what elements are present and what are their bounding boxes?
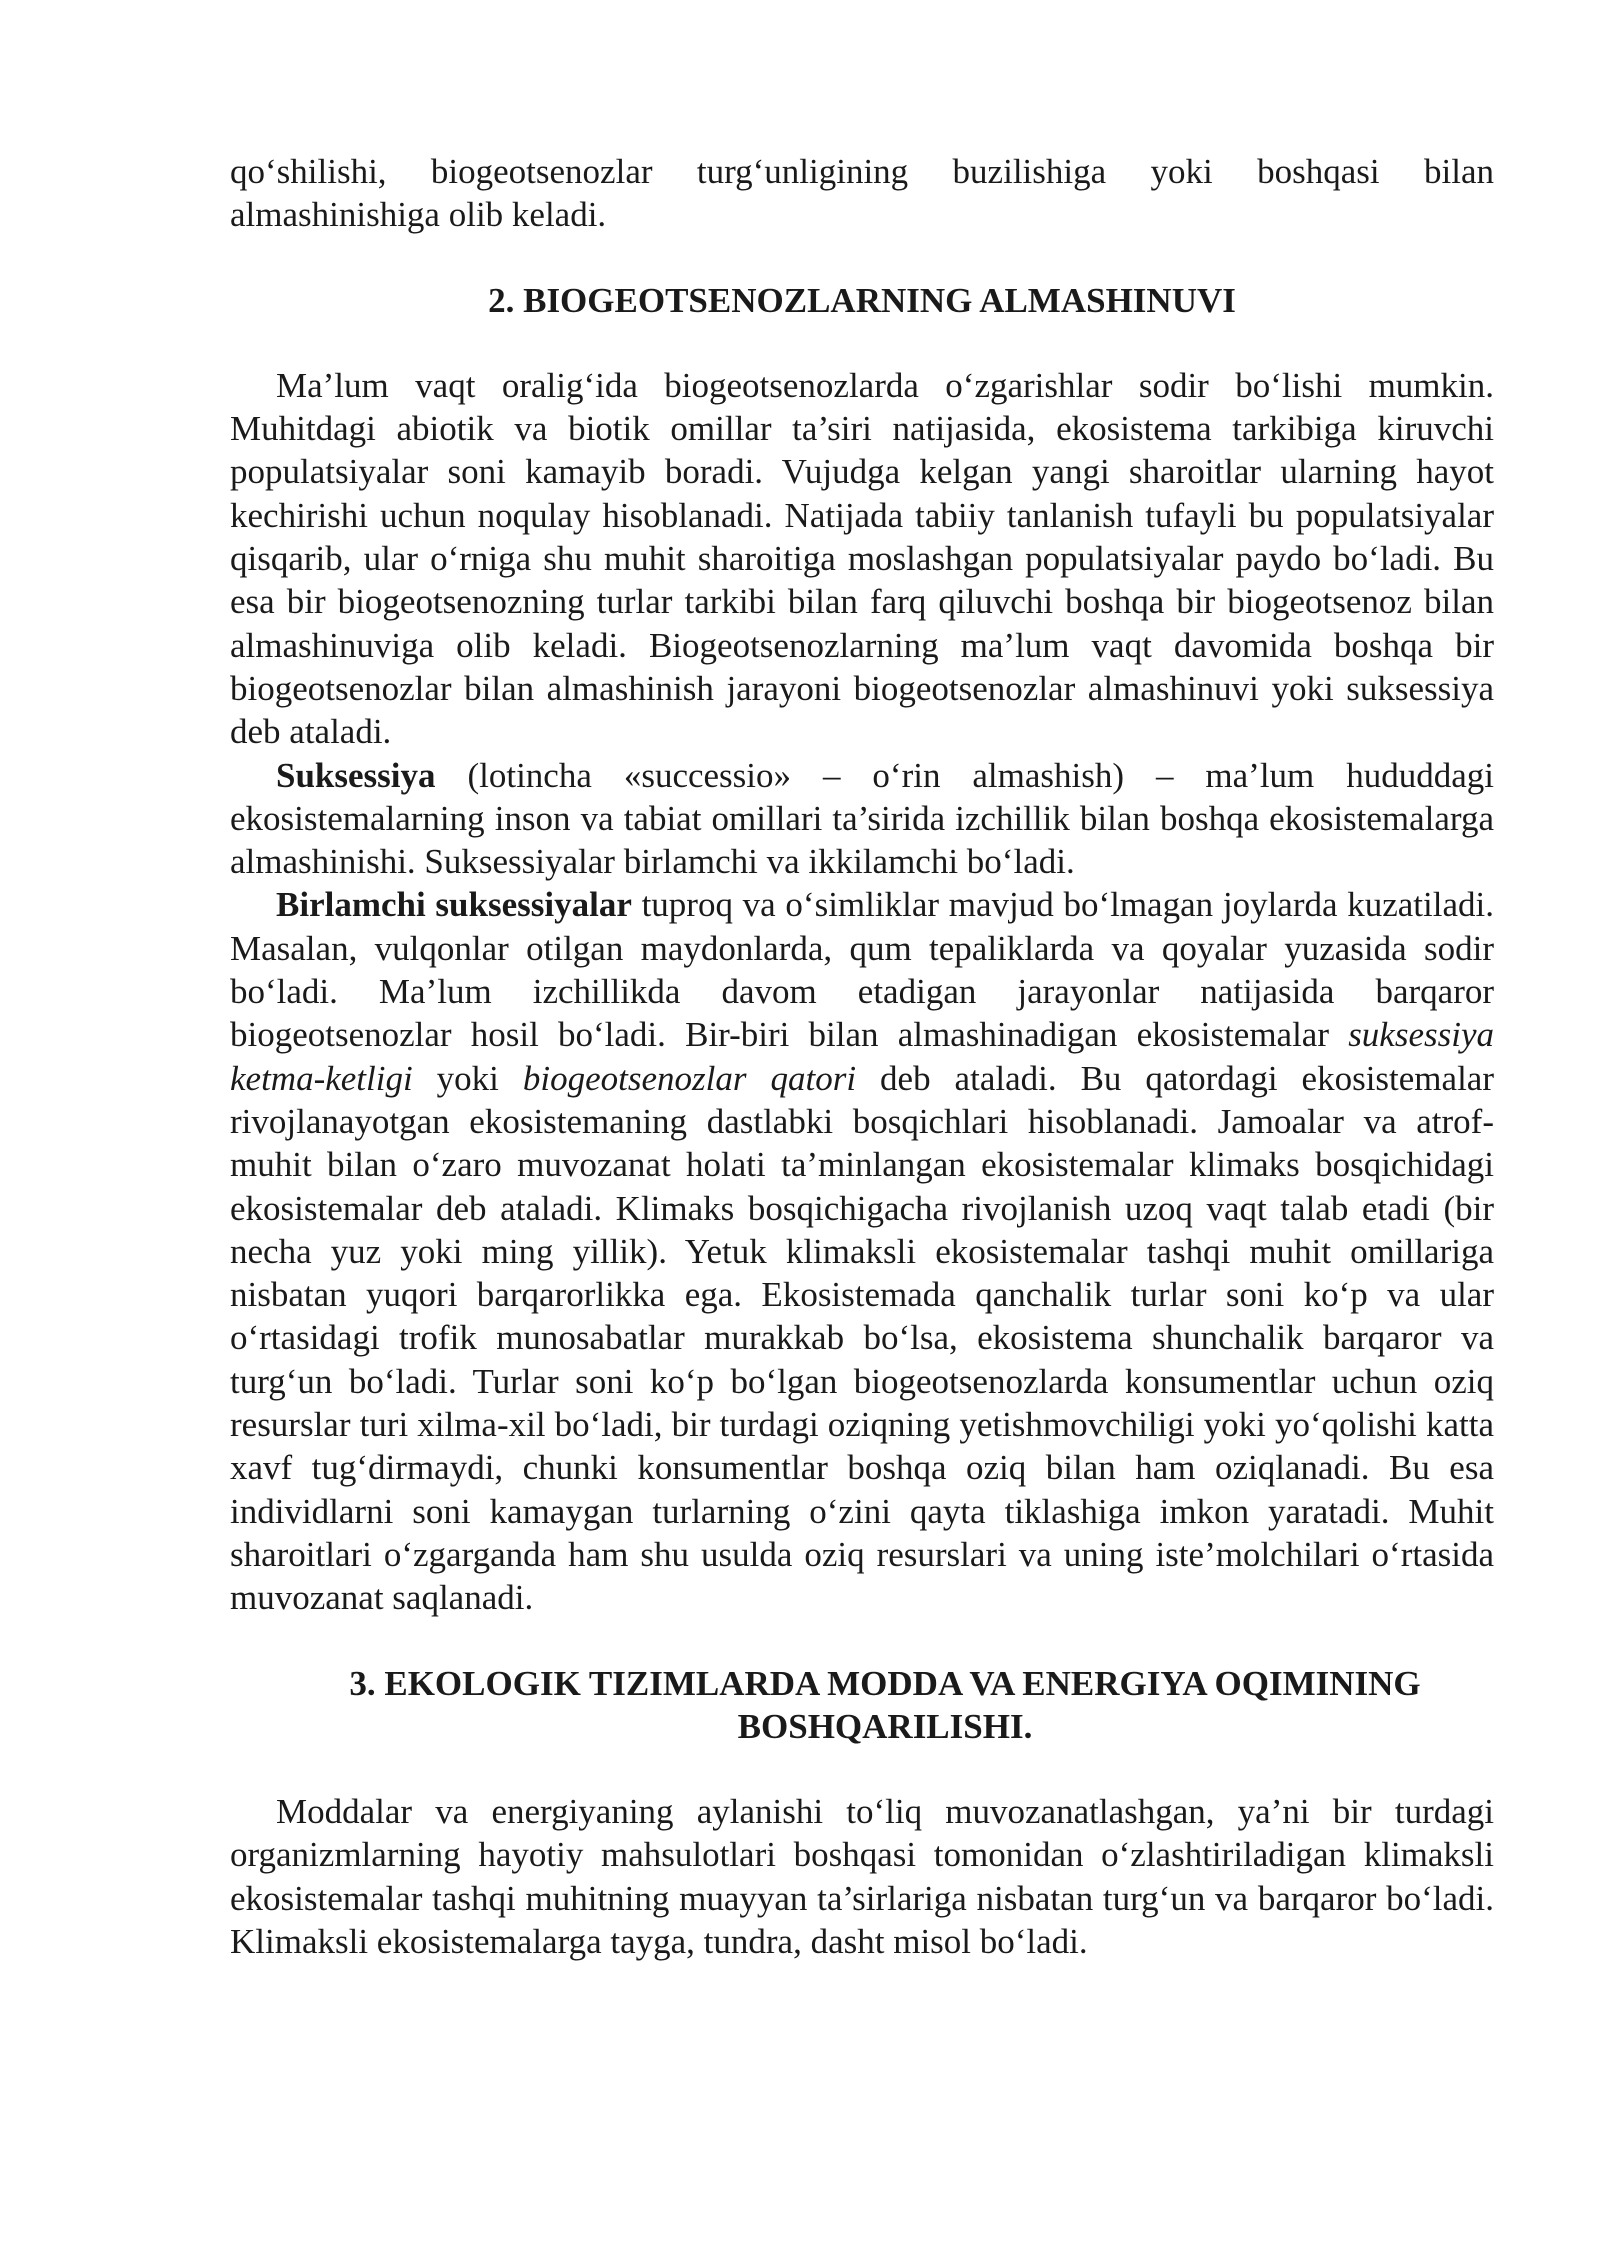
section-2-paragraph-3 — [230, 883, 1494, 1619]
paragraph-text: tuproq va o‘simliklar mavjud bo‘lmagan joylarda kuzatiladi. Masalan, vulqonlar otilgan maydonlarda, qum tepaliklarda va qoyalar yuzasida sodir bo‘ladi. Ma’lum izchillikda davom etadigan jarayonlar natijasida barqaror biogeotsenozlar hosil bo‘ladi. Bir-biri bilan almashinadigan ekosistemalar — [230, 885, 1494, 1055]
document-page — [230, 150, 1494, 1963]
section-3-paragraph-1: Moddalar va energiyaning aylanishi to‘liq muvozanatlashgan, ya’ni bir turdagi organizmlarning hayotiy mahsulotlari boshqasi tomonidan o‘zlashtiriladigan klimaksli ekosistemalar tashqi muhitning muayyan ta’sirlariga nisbatan turg‘un va barqaror bo‘ladi. Klimaksli ekosistemalarga tayga, tundra, dasht misol bo‘ladi. — [230, 1792, 1494, 1961]
section-3-heading-line-2: BOSHQARILISHI. — [737, 1706, 1033, 1746]
section-2-heading: 2. BIOGEOTSENOZLARNING ALMASHINUVI — [488, 280, 1236, 320]
term-suksessiya: Suksessiya — [276, 755, 436, 795]
paragraph-text: (lotincha «successio» – o‘rin almashish) – ma’lum hududdagi ekosistemalarning inson va tabiat omillari ta’sirida izchillik bilan boshqa ekosistemalarga almashinishi. Suksessiyalar birlamchi va ikkilamchi bo‘ladi. — [230, 755, 1494, 882]
section-3-heading-line-1: 3. EKOLOGIK TIZIMLARDA MODDA VA ENERGIYA OQIMINING — [349, 1663, 1421, 1703]
continuation-paragraph: qo‘shilishi, biogeotsenozlar turg‘unligining buzilishiga yoki boshqasi bilan almashinishiga olib keladi. — [230, 152, 1494, 235]
section-2-paragraph-1: Ma’lum vaqt oralig‘ida biogeotsenozlarda o‘zgarishlar sodir bo‘lishi mumkin. Muhitdagi abiotik va biotik omillar ta’siri natijasida, ekosistema tarkibiga kiruvchi populatsiyalar soni kamayib boradi. Vujudga kelgan yangi sharoitlar ularning hayot kechirishi uchun noqulay hisoblanadi. Natijada tabiiy tanlanish tufayli bu populatsiyalar qisqarib, ular o‘rniga shu muhit sharoitiga moslashgan populatsiyalar paydo bo‘ladi. Bu esa bir biogeotsenozning turlar tarkibi bilan farq qiluvchi boshqa bir biogeotsenoz bilan almashinuviga olib keladi. Biogeotsenozlarning ma’lum vaqt davomida boshqa bir biogeotsenozlar bilan almashinish jarayoni biogeotsenozlar almashinuvi yoki suksessiya deb ataladi. — [230, 365, 1494, 752]
paragraph-text: deb ataladi. Bu qatordagi ekosistemalar rivojlanayotgan ekosistemaning dastlabki bosqichlari hisoblanadi. Jamoalar va atrof-muhit bilan o‘zaro muvozanat holati ta’minlangan ekosistemalar klimaks bosqichidagi ekosistemalar deb ataladi. Klimaks bosqichigacha rivojlanish uzoq vaqt talab etadi (bir necha yuz yoki ming yillik). Yetuk klimaksli ekosistemalar tashqi muhit omillariga nisbatan yuqori barqarorlikka ega. Ekosistemada qanchalik turlar soni ko‘p va ular o‘rtasidagi trofik munosabatlar murakkab bo‘lsa, ekosistema shunchalik barqaror va turg‘un bo‘ladi. Turlar soni ko‘p bo‘lgan biogeotsenozlarda konsumentlar uchun oziq resurslar turi xilma-xil bo‘ladi, bir turdagi oziqning yetishmovchiligi yoki yo‘qolishi katta xavf tug‘dirmaydi, chunki konsumentlar boshqa oziq bilan ham oziqlanadi. Bu esa individlarni soni kamaygan turlarning o‘zini qayta tiklashiga imkon yaratadi. Muhit sharoitlari o‘zgarganda ham shu usulda oziq resurslari va uning iste’molchilari o‘rtasida muvozanat saqlanadi. — [230, 1058, 1494, 1618]
term-birlamchi-suksessiyalar: Birlamchi suksessiyalar — [276, 885, 632, 925]
paragraph-text: yoki — [412, 1058, 523, 1098]
italic-term-biogeotsenozlar-qatori: biogeotsenozlar qatori — [522, 1058, 857, 1098]
section-3-heading — [230, 1662, 1494, 1749]
italic-term-suksessiya-ketma-ketligi: suksessiya ketma-ketligi — [230, 1015, 1494, 1098]
section-2-paragraph-2 — [230, 754, 1494, 884]
